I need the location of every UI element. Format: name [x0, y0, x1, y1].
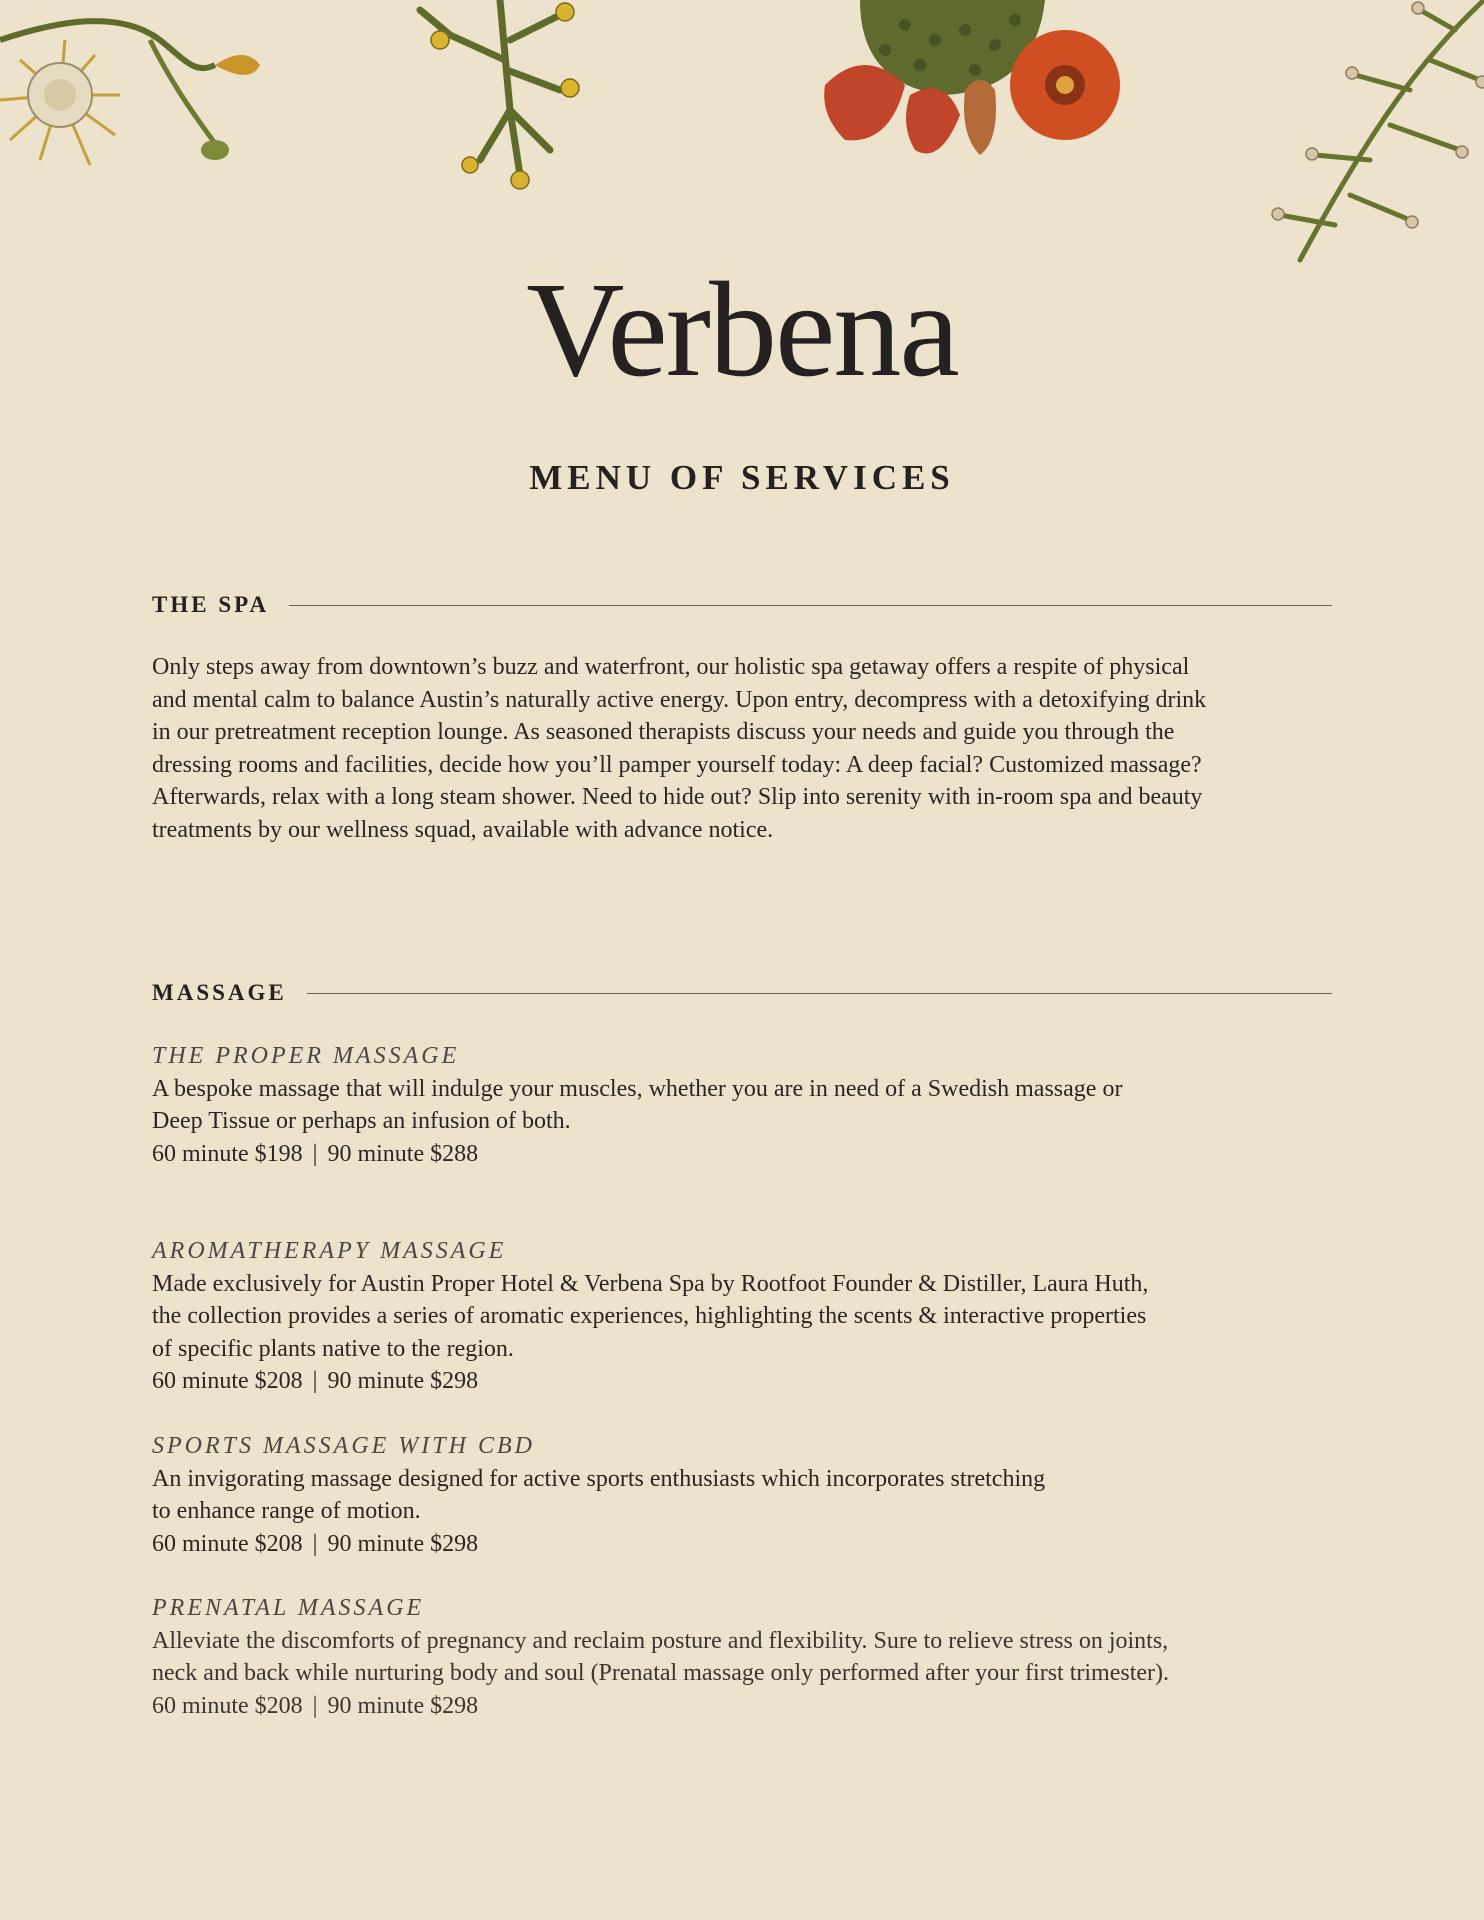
service-pricing — [152, 1690, 1332, 1723]
price-90-minute: 90 minute $288 — [327, 1140, 479, 1167]
service-item — [152, 1592, 1332, 1722]
price-60-minute: 60 minute $208 — [152, 1530, 303, 1557]
service-name: PRENATAL MASSAGE — [152, 1595, 425, 1621]
service-pricing — [152, 1365, 1332, 1398]
brand-logo-text: Verbena — [526, 255, 958, 405]
service-description: Made exclusively for Austin Proper Hotel & Verbena Spa by Rootfoot Founder & Distiller, Laura Huth, the collection provides a series of aromatic experiences, highlighting the scents & interactive properties of specific plants native to the region. — [152, 1270, 1149, 1362]
section-divider — [289, 605, 1332, 606]
section-heading-label: THE SPA — [152, 592, 270, 617]
red-cactus-bloom-illustration — [815, 0, 1135, 185]
service-item — [152, 1430, 1332, 1560]
section-divider — [307, 993, 1332, 994]
section-heading-label: MASSAGE — [152, 980, 287, 1005]
service-name: THE PROPER MASSAGE — [152, 1043, 460, 1069]
service-description: A bespoke massage that will indulge your muscles, whether you are in need of a Swedish massage or Deep Tissue or perhaps an infusion of both. — [152, 1075, 1123, 1134]
price-60-minute: 60 minute $208 — [152, 1368, 303, 1394]
service-item — [152, 1235, 1332, 1398]
spa-intro-paragraph: Only steps away from downtown’s buzz and waterfront, our holistic spa getaway offers a respite of physical and mental calm to balance Austin’s naturally active energy. Upon entry, decompress with a detoxifying drink in our pretreatment reception lounge. As seasoned therapists discuss your needs and guide you through the dressing rooms and facilities, decide how you’ll pamper yourself today: A deep facial? Customized massage? Afterwards, relax with a long steam shower. Need to hide out? Slip into serenity with in-room spa and beauty treatments by our wellness squad, available with advance notice. — [152, 654, 1207, 843]
service-description: Alleviate the discomforts of pregnancy and reclaim posture and flexibility. Sure to relieve stress on joints, neck and back while nurturing body and soul (Prenatal massage only performed after your first trimester). — [152, 1627, 1170, 1686]
yellow-blossom-branch-illustration — [410, 0, 620, 200]
price-90-minute: 90 minute $298 — [327, 1692, 479, 1719]
service-pricing — [152, 1528, 1332, 1561]
section-heading-the-spa — [152, 590, 1332, 620]
service-item — [152, 1040, 1332, 1170]
price-separator: | — [312, 1692, 318, 1719]
price-60-minute: 60 minute $208 — [152, 1692, 303, 1719]
budding-branch-illustration — [1260, 0, 1484, 265]
service-name: AROMATHERAPY MASSAGE — [152, 1238, 507, 1264]
cactus-flower-illustration — [0, 0, 270, 175]
price-separator: | — [312, 1140, 318, 1167]
service-name: SPORTS MASSAGE WITH CBD — [152, 1433, 535, 1459]
price-separator: | — [312, 1530, 318, 1557]
service-description: An invigorating massage designed for active sports enthusiasts which incorporates stretching to enhance range of motion. — [152, 1465, 1046, 1524]
price-60-minute: 60 minute $198 — [152, 1140, 303, 1167]
section-heading-massage — [152, 978, 1332, 1008]
price-90-minute: 90 minute $298 — [327, 1368, 479, 1394]
price-90-minute: 90 minute $298 — [327, 1530, 479, 1557]
page-subtitle: MENU OF SERVICES — [529, 458, 955, 497]
price-separator: | — [312, 1368, 318, 1394]
service-pricing — [152, 1138, 1332, 1171]
